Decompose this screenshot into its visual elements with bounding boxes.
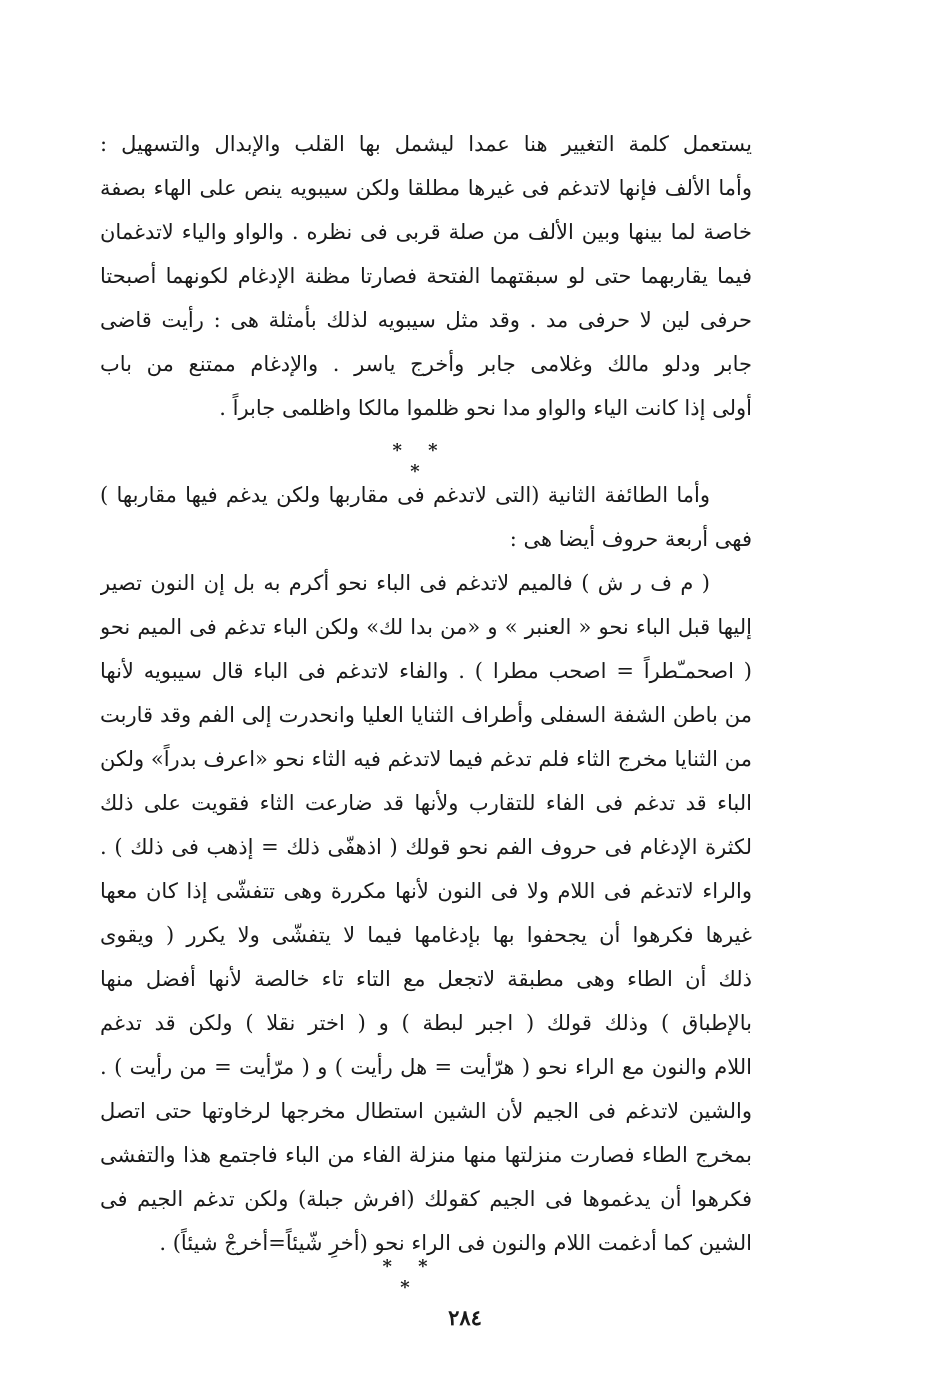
text-line: وأما الطائفة الثانية (التى لاتدغم فى مقاربها ولكن يدغم فيها مقاربها ) [100,483,710,507]
page-number: ٢٨٤ [448,1305,482,1330]
text-line: من الثنايا مخرج الثاء فلم تدغم فيما لاتدغم فيه الثاء نحو «اعرف بدراً» ولكن [100,747,752,771]
text-line: فهى أربعة حروف أيضا هى : [509,527,752,551]
text-line: ( م ف ر ش ) فالميم لاتدغم فى الباء نحو أكرم به بل إن النون تصير [100,571,710,595]
text-line: جابر ودلو مالك وغلامى جابر وأخرج ياسر . والإدغام ممتنع من باب [100,352,752,376]
text-line: الباء قد تدغم فى الفاء للتقارب ولأنها قد ضارعت الثاء فقويت على ذلك [100,791,752,815]
text-line: الشين كما أدغمت اللام والنون فى الراء نحو (أخرِ شّيئاً=أخرجْ شيئاً) . [159,1231,752,1255]
text-line: أولى إذا كانت الياء والواو مدا نحو ظلموا مالكا واظلمى جابراً . [219,396,752,420]
text-line: والراء لاتدغم فى اللام ولا فى النون لأنها مكررة وهى تتفشّى إذا كان معها [100,879,752,903]
paragraph-2 [100,473,752,1265]
text-line: غيرها فكرهوا أن يجحفوا بها بإدغامها فيما لا يتفشّى ولا يكرر ( ويقوى [100,923,752,947]
text-line: فكرهوا أن يدغموها فى الجيم كقولك (افرش جبلة) ولكن تدغم الجيم فى [100,1187,752,1211]
paragraph-1 [100,122,752,430]
text-line: اللام والنون مع الراء نحو ( هرّأيت = هل رأيت ) و ( مرّأيت = من رأيت ) . [100,1055,752,1079]
text-line: بمخرج الطاء فصارت منزلتها منها منزلة الفاء من الباء فاجتمع هذا والتفشى [100,1143,752,1167]
text-line: والشين لاتدغم فى الجيم لأن الشين استطال مخرجها لرخاوتها حتى اتصل [100,1099,752,1123]
section-separator: * * * [382,1256,438,1298]
text-line: بالإطباق ) وذلك قولك ( اجبر لبطة ) و ( اختر نقلا ) ولكن قد تدغم [100,1011,752,1035]
text-line: يستعمل كلمة التغيير هنا عمدا ليشمل بها القلب والإبدال والتسهيل : [100,132,752,156]
text-line: ذلك أن الطاء وهى مطبقة لاتجعل مع التاء تاء خالصة لأنها أفضل منها [100,967,752,991]
text-line: من باطن الشفة السفلى وأطراف الثنايا العليا وانحدرت إلى الفم وقد قاربت [100,703,752,727]
section-separator: * * * [392,440,448,482]
text-line: ( اصحمـّطراً = اصحب مطرا ) . والفاء لاتدغم فى الباء قال سيبويه لأنها [100,659,752,683]
text-line: حرفى لين لا حرفى مد . وقد مثل سيبويه لذلك بأمثلة هى : رأيت قاضى [100,308,752,332]
text-line: وأما الألف فإنها لاتدغم فى غيرها مطلقا ولكن سيبويه ينص على الهاء بصفة [100,176,752,200]
text-line: لكثرة الإدغام فى حروف الفم نحو قولك ( اذهفّى ذلك = إذهب فى ذلك ) . [100,835,752,859]
text-line: خاصة لما بينها وبين الألف من صلة قربى فى نظره . والواو والياء لاتدغمان [100,220,752,244]
text-line: فيما يقاربهما حتى لو سبقتهما الفتحة فصارتا مظنة الإدغام لكونهما أصبحتا [100,264,752,288]
text-line: إليها قبل الباء نحو « العنبر » و «من بدا لك» ولكن الباء تدغم فى الميم نحو [100,615,752,639]
